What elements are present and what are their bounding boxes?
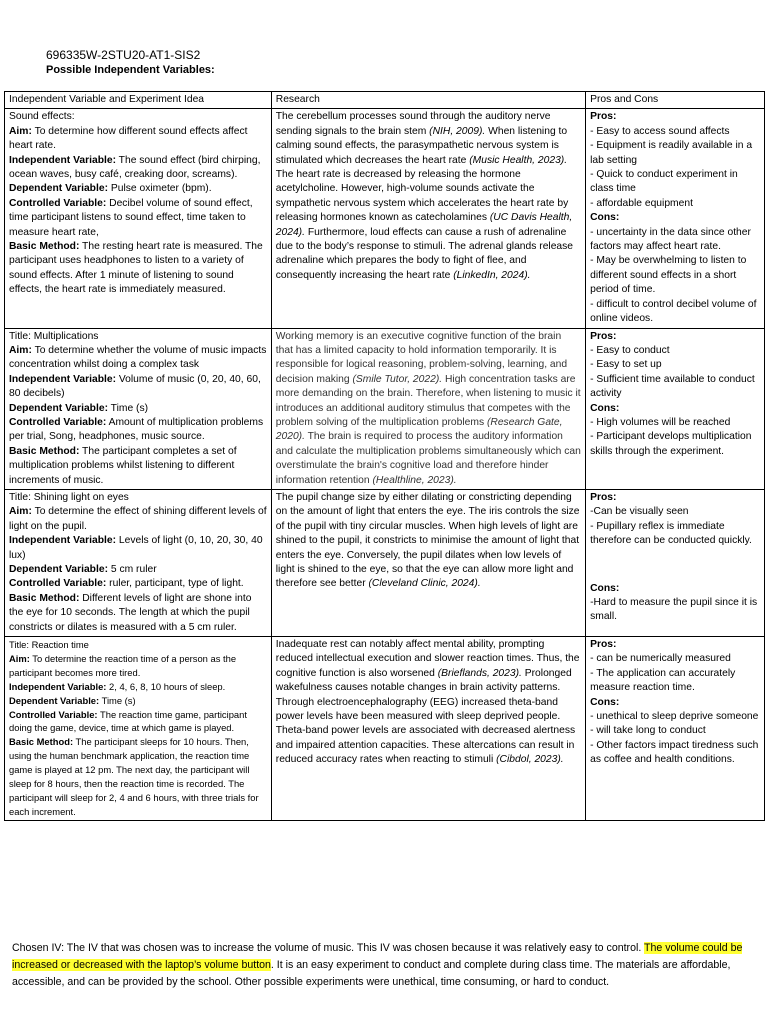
controlled-variable-label: Controlled Variable: xyxy=(9,416,107,428)
experiment-idea-cell xyxy=(5,637,272,821)
basic-method-text: The participant completes a set of multiplication problems whilst listening to different increments of music. xyxy=(9,445,237,486)
basic-method xyxy=(9,735,267,818)
pro-item: - can be numerically measured xyxy=(590,653,731,665)
con-item: - Other factors impact tiredness such as coffee and health conditions. xyxy=(590,739,759,766)
aim xyxy=(9,652,267,680)
pros-cons-cell xyxy=(586,109,765,328)
experiment-idea-cell xyxy=(5,109,272,328)
experiment-idea-cell xyxy=(5,489,272,636)
research-text: Prolonged wakefulness causes notable changes in brain activity patterns. Through electroencephalography (EEG) increased theta-band power levels have been measured with sleep deprived people. Theta-band power levels are associated with decreased alertness and impaired attention capacities. These altercations can result in reduced accuracy rates when reacting to stimuli xyxy=(275,667,576,766)
research-text: Furthermore, loud effects can cause a rush of adrenaline due to the body’s response to stimuli. The adrenal glands release adrenaline which prepares the body to fight of flee, and consequently increasing the heart rate xyxy=(275,226,574,281)
document-subtitle: Possible Independent Variables: xyxy=(46,64,215,76)
controlled-variable-label: Controlled Variable: xyxy=(9,578,107,590)
research-cell xyxy=(271,109,585,328)
independent-variable-label: Independent Variable: xyxy=(9,373,116,385)
research-text: When listening to calming sound effects, the parasympathetic nervous system is stimulated which decreases the heart rate xyxy=(275,125,568,166)
dependent-variable-label: Dependent Variable: xyxy=(9,402,108,414)
chosen-iv-paragraph xyxy=(12,940,758,990)
dependent-variable-label: Dependent Variable: xyxy=(9,564,108,575)
column-header: Pros and Cons xyxy=(586,92,765,109)
research-text: The brain is required to process the auditory information and calculate the multiplication problems simultaneously which can overstimulate the brain's cognitive load and therefore hinder information retention xyxy=(275,431,581,486)
table-header-row xyxy=(5,92,765,109)
pro-item: - affordable equipment xyxy=(590,197,693,209)
research-text: The cerebellum processes sound through the auditory nerve sending signals to the brain stem xyxy=(275,111,551,137)
citation: (Cibdol, 2023). xyxy=(496,754,564,766)
research-text: High concentration tasks are more demanding on the brain. Therefore, when listening to music it introduces an additional auditory stimulus that competes with the problem solving of the multiplication problems xyxy=(275,373,581,428)
basic-method-label: Basic Method: xyxy=(9,736,74,748)
column-header: Research xyxy=(271,92,585,109)
aim-label: Aim: xyxy=(9,344,32,356)
basic-method-label: Basic Method: xyxy=(9,241,80,253)
table-row xyxy=(5,109,765,328)
pros-cons-cell xyxy=(586,489,765,636)
independent-variable-text: Levels of light (0, 10, 20, 30, 40 lux) xyxy=(9,535,263,561)
cons-label: Cons: xyxy=(590,402,620,414)
cons-label: Cons: xyxy=(590,696,620,708)
chosen-text: . It is an easy experiment to conduct and complete during class time. The materials are affordable, accessible, and can be provided by the school. Other possible experiments were unethical, time consuming, or hard to conduct. xyxy=(12,958,731,988)
table-row xyxy=(5,637,765,821)
cons-label: Cons: xyxy=(590,582,620,594)
pro-item: - Easy to set up xyxy=(590,359,662,371)
pros-cons-cell xyxy=(586,328,765,489)
con-item: - will take long to conduct xyxy=(590,725,706,737)
aim-label: Aim: xyxy=(9,125,32,137)
pro-item: - The application can accurately measure reaction time. xyxy=(590,667,736,694)
dependent-variable xyxy=(9,402,267,416)
citation: (LinkedIn, 2024). xyxy=(453,269,531,281)
basic-method xyxy=(9,592,267,635)
pros-label: Pros: xyxy=(590,639,617,651)
basic-method-label: Basic Method: xyxy=(9,445,80,457)
experiment-title: Title: Shining light on eyes xyxy=(9,491,129,503)
independent-variable-text: 2, 4, 6, 8, 10 hours of sleep. xyxy=(106,680,226,692)
research-cell xyxy=(271,637,585,821)
independent-variable-label: Independent Variable: xyxy=(9,680,107,692)
citation: (NIH, 2009). xyxy=(429,125,486,137)
controlled-variable xyxy=(9,197,267,240)
citation: (Brieflands, 2023). xyxy=(437,667,522,679)
independent-variable xyxy=(9,680,267,694)
con-item: -Hard to measure the pupil since it is small. xyxy=(590,597,758,623)
dependent-variable-text: Time (s) xyxy=(108,402,149,414)
citation: (Cleveland Clinic, 2024). xyxy=(368,578,481,590)
aim-text: To determine the reaction time of a person as the participant becomes more tired. xyxy=(9,652,237,678)
experiment-title: Sound effects: xyxy=(9,111,75,123)
highlighted-text: The volume could be increased or decreased with the laptop’s volume button xyxy=(12,942,743,971)
research-text: Inadequate rest can notably affect mental ability, prompting reduced intellectual execution and slower reaction times. Thus, the cognitive function is also worsened xyxy=(275,639,580,679)
con-item: - Participant develops multiplication skills through the experiment. xyxy=(590,431,752,457)
independent-variable-text: The sound effect (bird chirping, ocean waves, busy café, creaking door, screams). xyxy=(9,154,261,181)
controlled-variable xyxy=(9,416,267,445)
basic-method-text: The resting heart rate is measured. The participant uses headphones to listen to a variety of sound effects. After 1 minute of listening to sound effects, the heart rate is immediately measured. xyxy=(9,241,263,296)
pros-label: Pros: xyxy=(590,111,617,123)
con-item: - High volumes will be reached xyxy=(590,416,731,428)
pro-item: - Quick to conduct experiment in class time xyxy=(590,169,738,195)
research-text: Working memory is an executive cognitive function of the brain that has a limited capacity to hold information temporarily. It is responsible for logical reasoning, problem-solving, learning, and decision making xyxy=(275,330,568,385)
aim xyxy=(9,344,267,373)
iv-table xyxy=(4,91,765,821)
basic-method xyxy=(9,240,267,298)
dependent-variable-label: Dependent Variable: xyxy=(9,183,108,195)
con-item: - May be overwhelming to listen to different sound effects in a short period of time. xyxy=(590,255,747,296)
dependent-variable-label: Dependent Variable: xyxy=(9,694,100,706)
citation: (Smile Tutor, 2022). xyxy=(352,373,443,385)
research-cell xyxy=(271,489,585,636)
column-header: Independent Variable and Experiment Idea xyxy=(5,92,272,109)
pro-item: - Easy to conduct xyxy=(590,344,670,356)
controlled-variable xyxy=(9,708,267,736)
independent-variable-label: Independent Variable: xyxy=(9,154,116,166)
independent-variable xyxy=(9,534,267,563)
independent-variable-text: Volume of music (0, 20, 40, 60, 80 decibels) xyxy=(9,373,261,400)
dependent-variable-text: 5 cm ruler xyxy=(108,564,157,575)
document-id: 696335W-2STU20-AT1-SIS2 xyxy=(46,48,201,62)
dependent-variable xyxy=(9,182,267,196)
dependent-variable xyxy=(9,694,267,708)
pros-label: Pros: xyxy=(590,491,617,503)
spacer xyxy=(590,549,760,582)
basic-method xyxy=(9,445,267,488)
dependent-variable-text: Time (s) xyxy=(99,694,136,706)
pro-item: - Pupillary reflex is immediate therefore can be conducted quickly. xyxy=(590,520,752,547)
basic-method-label: Basic Method: xyxy=(9,592,80,604)
aim-label: Aim: xyxy=(9,506,32,518)
independent-variable xyxy=(9,154,267,183)
document-header xyxy=(46,48,215,78)
citation: (Research Gate, 2020). xyxy=(275,416,563,443)
experiment-title: Title: Reaction time xyxy=(9,639,89,651)
controlled-variable-text: ruler, participant, type of light. xyxy=(106,578,244,590)
research-cell xyxy=(271,328,585,489)
independent-variable-label: Independent Variable: xyxy=(9,535,116,547)
controlled-variable-text: Decibel volume of sound effect, time participant listens to sound effect, time taken to measure heart rate, xyxy=(9,197,253,238)
aim-label: Aim: xyxy=(9,652,30,664)
experiment-title: Title: Multiplications xyxy=(9,330,99,342)
pro-item: - Sufficient time available to conduct activity xyxy=(590,373,755,400)
pros-cons-cell xyxy=(586,637,765,821)
aim-text: To determine how different sound effects affect heart rate. xyxy=(9,125,248,152)
aim xyxy=(9,505,267,534)
aim xyxy=(9,125,267,154)
table-row xyxy=(5,328,765,489)
controlled-variable-label: Controlled Variable: xyxy=(9,197,107,209)
independent-variable xyxy=(9,373,267,402)
basic-method-text: The participant sleeps for 10 hours. Then, using the human benchmark application, the reaction time game is played at 12 pm. The next day, the participant will sleep for 8 hours, then the reaction time is recorded. The participant will sleep for 2, 4 and 6 hours, with three trials for each increment. xyxy=(9,736,259,817)
controlled-variable-text: The reaction time game, participant doing the game, device, time at which game is played. xyxy=(9,708,247,734)
research-text: The pupil change size by either dilating or constricting depending on the amount of light that enters the eye. The iris controls the size of the pupil with tiny circular muscles. When high levels of light are shined to the pupil, it constricts to minimise the amount of light that enters the eye. Conversely, the pupil dilates when low levels of light is shined to the eye, so that the eye can allow more light and therefore see better xyxy=(275,491,580,590)
research-text: The heart rate is decreased by releasing the hormone acetylcholine. However, high-volume sounds activate the sympathetic nervous system which accelerates the heart rate by releasing hormones known as catecholamines xyxy=(275,169,569,224)
dependent-variable-text: Pulse oximeter (bpm). xyxy=(108,183,212,195)
table-row xyxy=(5,489,765,636)
controlled-variable-label: Controlled Variable: xyxy=(9,708,98,720)
con-item: - uncertainty in the data since other factors may affect heart rate. xyxy=(590,226,751,253)
cons-label: Cons: xyxy=(590,212,620,224)
dependent-variable xyxy=(9,563,267,577)
citation: (Music Health, 2023). xyxy=(469,154,568,166)
pro-item: - Easy to access sound affects xyxy=(590,125,730,137)
controlled-variable-text: Amount of multiplication problems per trial, Song, headphones, music source. xyxy=(9,416,264,443)
experiment-idea-cell xyxy=(5,328,272,489)
aim-text: To determine whether the volume of music impacts concentration whilst doing a complex task xyxy=(9,344,267,371)
chosen-text: Chosen IV: The IV that was chosen was to increase the volume of music. This IV was chosen because it was relatively easy to control. xyxy=(12,942,645,954)
con-item: - difficult to control decibel volume of online videos. xyxy=(590,298,757,325)
pros-label: Pros: xyxy=(590,330,617,342)
citation: (UC Davis Health, 2024). xyxy=(275,212,573,238)
pro-item: -Can be visually seen xyxy=(590,506,689,518)
pro-item: - Equipment is readily available in a lab setting xyxy=(590,140,753,166)
con-item: - unethical to sleep deprive someone xyxy=(590,711,759,723)
basic-method-text: Different levels of light are shone into the eye for 10 seconds. The length at which the pupil constricts or dilates is measured with a 5 cm ruler. xyxy=(9,592,252,633)
aim-text: To determine the effect of shining different levels of light on the pupil. xyxy=(9,506,267,532)
citation: (Healthline, 2023). xyxy=(372,474,457,486)
controlled-variable xyxy=(9,577,267,591)
